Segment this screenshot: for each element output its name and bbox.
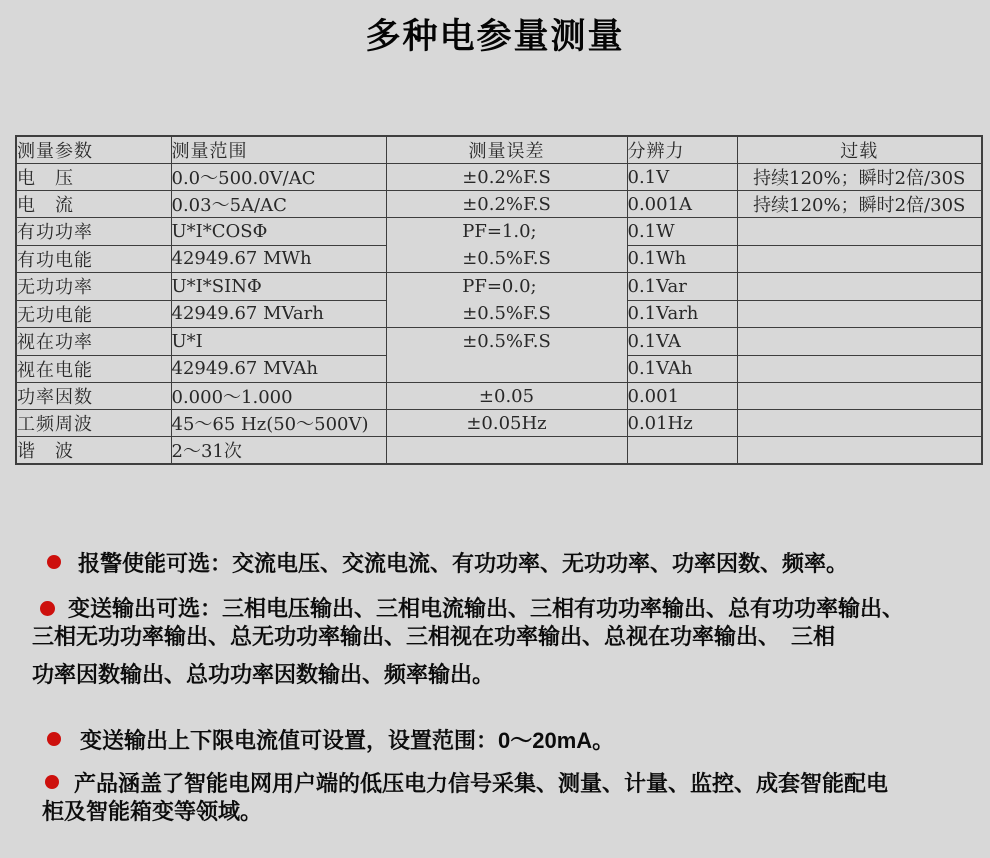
cell-error-merged <box>386 328 627 383</box>
cell-overload <box>737 383 982 410</box>
cell-param: 电 压 <box>16 164 171 191</box>
error-line: PF=1.0; <box>462 221 537 242</box>
bullet-text-application-line1: 产品涵盖了智能电网用户端的低压电力信号采集、测量、计量、监控、成套智能配电 <box>74 771 889 796</box>
cell-resolution: 0.1W <box>627 218 737 246</box>
error-line: PF=0.0; <box>462 276 537 297</box>
red-bullet-icon <box>47 555 61 569</box>
cell-range: 0.03～5A/AC <box>171 191 386 218</box>
cell-resolution <box>627 437 737 465</box>
cell-error-merged <box>386 273 627 328</box>
cell-resolution: 0.01Hz <box>627 410 737 437</box>
cell-param: 视在电能 <box>16 355 171 383</box>
bullet-text-alarm: 报警使能可选：交流电压、交流电流、有功功率、无功功率、功率因数、频率。 <box>78 551 849 576</box>
cell-resolution: 0.1Wh <box>627 245 737 273</box>
cell-range: 42949.67 MVarh <box>171 300 386 328</box>
merged-error-block <box>462 218 551 272</box>
error-line: ±0.5%F.S <box>462 303 551 324</box>
cell-resolution: 0.1Var <box>627 273 737 301</box>
measurement-spec-table <box>15 135 983 465</box>
cell-overload <box>737 355 982 383</box>
table-row <box>16 218 982 246</box>
cell-range: 42949.67 MWh <box>171 245 386 273</box>
bullet-text-transmit-line1: 变送输出可选：三相电压输出、三相电流输出、三相有功功率输出、总有功功率输出、 <box>68 596 905 621</box>
page-title: 多种电参量测量 <box>365 17 625 56</box>
header-resolution: 分辨力 <box>627 136 737 164</box>
red-bullet-icon <box>45 775 59 789</box>
cell-resolution: 0.1VAh <box>627 355 737 383</box>
table-row <box>16 328 982 356</box>
error-line <box>462 355 551 382</box>
cell-error: ±0.2%F.S <box>386 164 627 191</box>
table-row <box>16 164 982 191</box>
cell-resolution: 0.1V <box>627 164 737 191</box>
cell-param: 无功功率 <box>16 273 171 301</box>
merged-error-block <box>462 273 551 327</box>
table-header-row <box>16 136 982 164</box>
cell-range: 0.000～1.000 <box>171 383 386 410</box>
cell-param: 谐 波 <box>16 437 171 465</box>
cell-param: 视在功率 <box>16 328 171 356</box>
bullet-text-transmit-line2: 三相无功功率输出、总无功功率输出、三相视在功率输出、总视在功率输出、 三相 <box>32 624 836 649</box>
cell-overload <box>737 437 982 465</box>
cell-overload <box>737 273 982 301</box>
header-param: 测量参数 <box>16 136 171 164</box>
cell-resolution: 0.1Varh <box>627 300 737 328</box>
cell-range: 45～65 Hz(50～500V) <box>171 410 386 437</box>
bullet-text-transmit-line3: 功率因数输出、总功功率因数输出、频率输出。 <box>32 662 495 687</box>
table-row <box>16 191 982 218</box>
cell-range: U*I*COSΦ <box>171 218 386 246</box>
header-overload: 过载 <box>737 136 982 164</box>
cell-param: 工频周波 <box>16 410 171 437</box>
cell-range: U*I <box>171 328 386 356</box>
header-error: 测量误差 <box>386 136 627 164</box>
table-row <box>16 437 982 465</box>
cell-overload: 持续120%；瞬时2倍/30S <box>737 191 982 218</box>
merged-error-block <box>462 328 551 382</box>
cell-error-merged <box>386 218 627 273</box>
cell-param: 有功功率 <box>16 218 171 246</box>
cell-error: ±0.05 <box>386 383 627 410</box>
error-line: ±0.5%F.S <box>462 248 551 269</box>
cell-range: 2～31次 <box>171 437 386 465</box>
cell-error: ±0.2%F.S <box>386 191 627 218</box>
cell-overload <box>737 300 982 328</box>
cell-overload: 持续120%；瞬时2倍/30S <box>737 164 982 191</box>
cell-range: 0.0～500.0V/AC <box>171 164 386 191</box>
cell-overload <box>737 245 982 273</box>
cell-overload <box>737 218 982 246</box>
cell-overload <box>737 410 982 437</box>
table-row <box>16 383 982 410</box>
table-row <box>16 410 982 437</box>
red-bullet-icon <box>47 732 61 746</box>
cell-resolution: 0.001A <box>627 191 737 218</box>
header-range: 测量范围 <box>171 136 386 164</box>
cell-resolution: 0.1VA <box>627 328 737 356</box>
table-row <box>16 273 982 301</box>
cell-error: ±0.05Hz <box>386 410 627 437</box>
cell-param: 有功电能 <box>16 245 171 273</box>
bullet-text-current-range: 变送输出上下限电流值可设置，设置范围：0～20mA。 <box>80 728 615 753</box>
cell-range: 42949.67 MVAh <box>171 355 386 383</box>
cell-param: 功率因数 <box>16 383 171 410</box>
bullet-text-application-line2: 柜及智能箱变等领域。 <box>42 799 263 824</box>
cell-error <box>386 437 627 465</box>
red-bullet-icon <box>40 601 55 616</box>
cell-param: 电 流 <box>16 191 171 218</box>
cell-range: U*I*SINΦ <box>171 273 386 301</box>
cell-param: 无功电能 <box>16 300 171 328</box>
cell-resolution: 0.001 <box>627 383 737 410</box>
error-line: ±0.5%F.S <box>462 331 551 352</box>
cell-overload <box>737 328 982 356</box>
